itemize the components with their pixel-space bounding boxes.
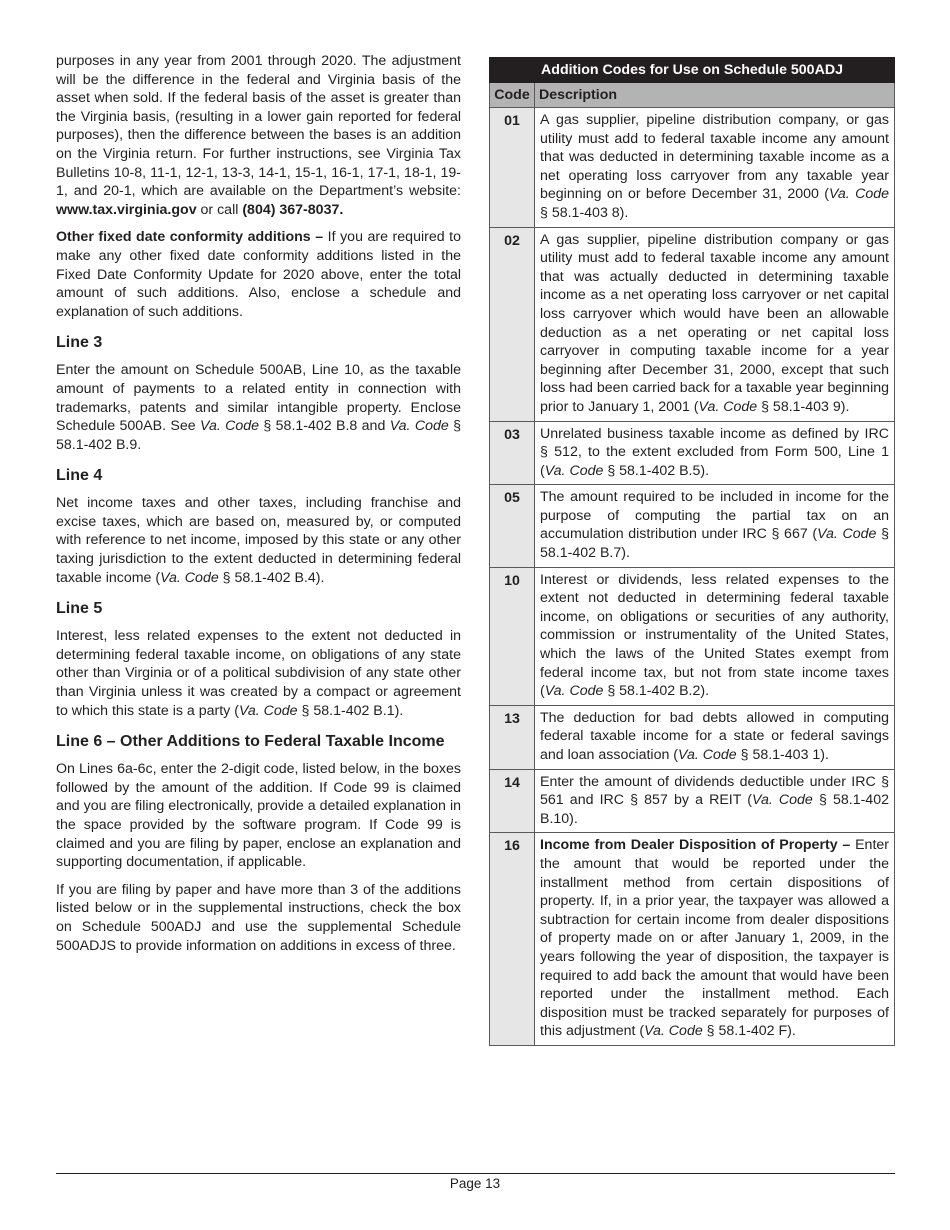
description-cell: Enter the amount of dividends deductible under IRC § 561 and IRC § 857 by a REIT (Va. Code § 58.1-402 B.10). (535, 769, 895, 833)
description-cell: The amount required to be included in income for the purpose of computing the partial tax on an accumulation distribution under IRC § 667 (Va. Code § 58.1-402 B.7). (535, 485, 895, 567)
code-cell: 01 (490, 108, 535, 228)
table-row (490, 705, 895, 769)
description-cell: The deduction for bad debts allowed in computing federal taxable income for a state or federal savings and loan association (Va. Code § 58.1-403 1). (535, 705, 895, 769)
line4-heading: Line 4 (56, 467, 103, 485)
line6-paragraph-2: If you are filing by paper and have more than 3 of the additions listed below or in the supplemental instructions, check the box on Schedule 500ADJ and use the supplemental Schedule 500ADJS to provide information on additions in excess of three. (56, 881, 461, 954)
line3-paragraph: Enter the amount on Schedule 500AB, Line 10, as the taxable amount of payments to a related entity in connection with trademarks, patents and similar intangible property. Enclose Schedule 500AB. See Va. Code § 58.1-402 B.8 and Va. Code § 58.1-402 B.9. (56, 362, 461, 453)
table-row (490, 833, 895, 1046)
table-row (490, 227, 895, 421)
description-cell: Interest or dividends, less related expenses to the extent not deducted in determining federal taxable income, on obligations or securities of any authority, commission or instrumentality of the United States, which the laws of the United States exempt from federal income tax, but not from state income taxes (Va. Code § 58.1-402 B.2). (535, 567, 895, 705)
code-cell: 03 (490, 421, 535, 485)
code-column-header: Code (490, 83, 535, 108)
line5-paragraph: Interest, less related expenses to the extent not deducted in determining federal taxable income, on obligations of any state other than Virginia or of a political subdivision of any state other than Virginia unless it was created by a compact or agreement to which this state is a party (Va. Code § 58.1-402 B.1). (56, 628, 461, 719)
code-cell: 14 (490, 769, 535, 833)
line3-heading: Line 3 (56, 334, 103, 352)
line6-heading: Line 6 – Other Additions to Federal Taxable Income (56, 733, 445, 751)
footer-divider (56, 1173, 895, 1174)
phone-number: (804) 367-8037. (242, 201, 344, 218)
website-link[interactable]: www.tax.virginia.gov (56, 201, 197, 218)
table-row (490, 485, 895, 567)
left-column (56, 52, 461, 964)
intro-paragraph: purposes in any year from 2001 through 2020. The adjustment will be the difference in the federal and Virginia basis of the asset when sold. If the federal basis of the asset is greater than the Virginia basis, (resulting in a lower gain reported for federal purposes), then the difference between the bases is an addition on the Virginia return. For further instructions, see Virginia Tax Bulletins 10-8, 11-1, 12-1, 13-3, 14-1, 15-1, 16-1, 17-1, 18-1, 19-1, and 20-1, which are available on the Department’s website: www.tax.virginia.gov or call (804) 367-8037. (56, 53, 461, 218)
addition-codes-table (489, 57, 895, 1046)
code-cell: 05 (490, 485, 535, 567)
table-row (490, 769, 895, 833)
table-row (490, 421, 895, 485)
page-number: Page 13 (449, 1176, 501, 1191)
code-cell: 16 (490, 833, 535, 1046)
description-column-header: Description (535, 83, 895, 108)
code-cell: 13 (490, 705, 535, 769)
table-row (490, 567, 895, 705)
fixed-date-lead: Other fixed date conformity additions – (56, 229, 324, 246)
table-row (490, 108, 895, 228)
code-cell: 02 (490, 227, 535, 421)
fixed-date-paragraph: Other fixed date conformity additions – If you are required to make any other fixed date conformity additions listed in the Fixed Date Conformity Update for 2020 above, enter the total amount of such additions. Also, enclose a schedule and explanation of such additions. (56, 229, 461, 320)
description-cell: A gas supplier, pipeline distribution company or gas utility must add to federal taxable income any amount that was actually deducted in determining taxable income as a net operating loss carryover or net capital loss carryover which would have been an allowable deduction as a net operating or net capital loss carryover in computing taxable income for a year beginning after December 31, 2000, except that such loss had been carried back for a taxable year beginning prior to January 1, 2001 (Va. Code § 58.1-403 9). (535, 227, 895, 421)
description-cell: Income from Dealer Disposition of Property – Enter the amount that would be reported under the installment method from certain dispositions of property. If, in a prior year, the taxpayer was allowed a subtraction for certain income from dealer dispositions of property made on or after January 1, 2009, in the years following the year of disposition, the taxpayer is required to add back the amount that would have been reported under the installment method. Each disposition must be tracked separately for purposes of this adjustment (Va. Code § 58.1-402 F). (535, 833, 895, 1046)
line5-heading: Line 5 (56, 600, 103, 618)
line4-paragraph: Net income taxes and other taxes, including franchise and excise taxes, which are based on, measured by, or computed with reference to net income, imposed by this state or any other taxing jurisdiction to the extent deducted in determining federal taxable income (Va. Code § 58.1-402 B.4). (56, 495, 461, 586)
code-cell: 10 (490, 567, 535, 705)
description-cell: A gas supplier, pipeline distribution company, or gas utility must add to federal taxable income any amount that was deducted in determining taxable income as a net operating loss carryover from any taxable year beginning on or before December 31, 2000 (Va. Code § 58.1-403 8). (535, 108, 895, 228)
description-cell: Unrelated business taxable income as defined by IRC § 512, to the extent excluded from Form 500, Line 1 (Va. Code § 58.1-402 B.5). (535, 421, 895, 485)
table-title: Addition Codes for Use on Schedule 500ADJ (490, 58, 895, 83)
line6-paragraph-1: On Lines 6a-6c, enter the 2-digit code, listed below, in the boxes followed by the amount of the addition. If Code 99 is claimed and you are filing electronically, provide a detailed explanation in the space provided by the software program. If Code 99 is claimed and you are filing by paper, enclose an explanation and supporting documentation, if applicable. (56, 761, 461, 871)
